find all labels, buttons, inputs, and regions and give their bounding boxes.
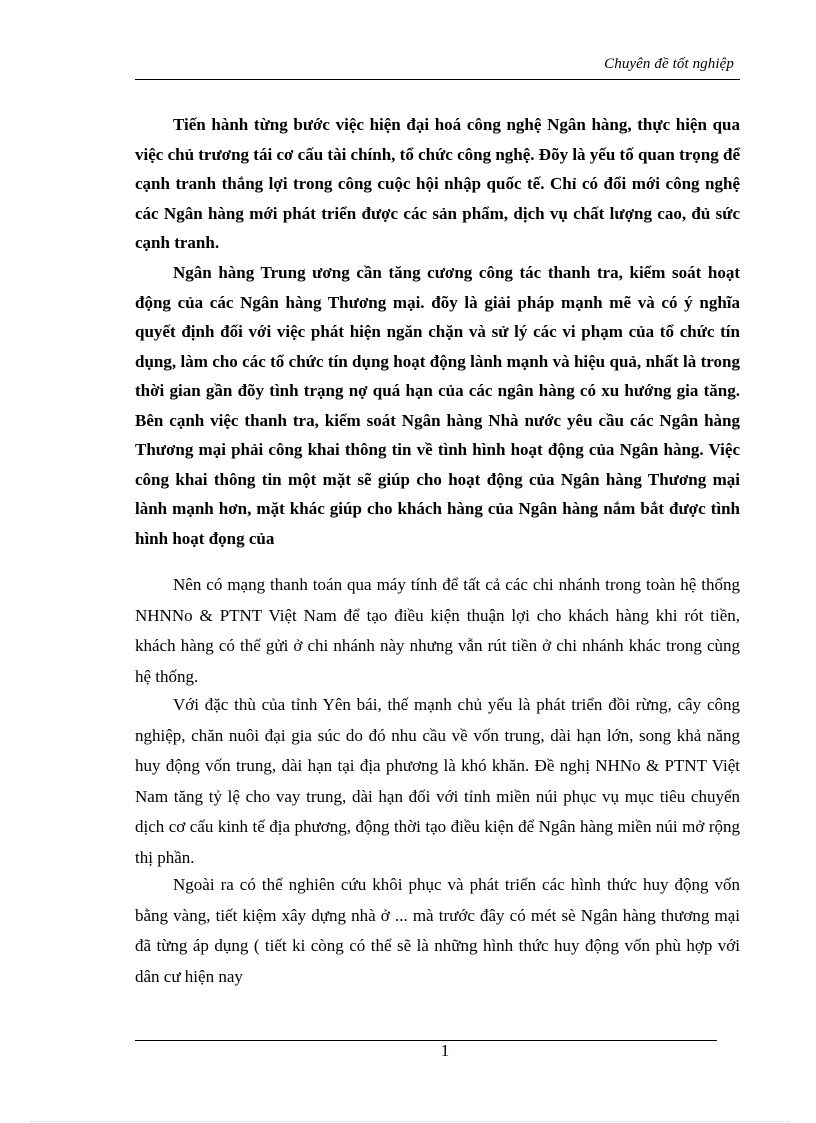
paragraph-inspection-control: Ngân hàng Trung ương cần tăng cương công tác thanh tra, kiểm soát hoạt động của các Ngân hàng Thương mại. đõy là giải pháp mạnh mẽ và có ý nghĩa quyết định đối với việc phát hiện ngăn chặn và sử lý các vi phạm của tổ chức tín dụng, làm cho các tổ chức tín dụng hoạt động lành mạnh và hiệu quả, nhất là trong thời gian gần đõy tình trạng nợ quá hạn của các ngân hàng có xu hướng gia tăng. Bên cạnh việc thanh tra, kiểm soát Ngân hàng Nhà nước yêu cầu các Ngân hàng Thương mại phải công khai thông tin về tình hình hoạt động của Ngân hàng. Việc công khai thông tin một mặt sẽ giúp cho hoạt động của Ngân hàng Thương mại lành mạnh hơn, mặt khác giúp cho khách hàng của Ngân hàng nắm bắt được tình hình hoạt đọng của — [135, 263, 740, 548]
footer-rule — [135, 1040, 717, 1041]
paragraph-technology-modernization: Tiến hành từng bước việc hiện đại hoá công nghệ Ngân hàng, thực hiện qua việc chủ trương tái cơ cấu tài chính, tổ chức công nghệ. Đõy là yếu tố quan trọng để cạnh tranh thắng lợi trong công cuộc hội nhập quốc tế. Chỉ có đổi mới công nghệ các Ngân hàng mới phát triển được các sản phẩm, dịch vụ chất lượng cao, đủ sức cạnh tranh. — [135, 115, 740, 252]
header-rule — [135, 79, 740, 80]
paragraph-payment-network: Nên có mạng thanh toán qua máy tính để tất cả các chi nhánh trong toàn hệ thống NHNNo & PTNT Việt Nam để tạo điều kiện thuận lợi cho khách hàng khi rót tiền, khách hàng có thể gửi ở chi nhánh này nhưng vẫn rút tiền ở chi nhánh khác trong cùng hệ thống. — [135, 575, 740, 686]
paragraph-gold-mobilization: Ngoài ra có thể nghiên cứu khôi phục và phát triển các hình thức huy động vốn bằng vàng, tiết kiệm xây dựng nhà ở ... mà trước đây có mét sè Ngân hàng thương mại đã từng áp dụng ( tiết ki còng có thể sẽ là những hình thức huy động vốn phù hợp với dân cư hiện nay — [135, 875, 740, 986]
page-number: 1 — [440, 1041, 450, 1060]
header-title: Chuyên đề tốt nghiệp — [604, 56, 734, 72]
paragraph-yen-bai-lending: Với đặc thù của tỉnh Yên bái, thế mạnh chủ yếu là phát triển đồi rừng, cây công nghiệp, chăn nuôi đại gia súc do đó nhu cầu về vốn trung, dài hạn lớn, song khả năng huy động vốn trung, dài hạn tại địa phương là khó khăn. Đề nghị NHNo & PTNT Việt Nam tăng tỷ lệ cho vay trung, dài hạn đối với tỉnh miền núi phục vụ mục tiêu chuyển dịch cơ cấu kinh tế địa phương, động thời tạo điều kiện để Ngân hàng miền núi mở rộng thị phần. — [135, 695, 740, 867]
page-edge-divider — [30, 1121, 790, 1122]
